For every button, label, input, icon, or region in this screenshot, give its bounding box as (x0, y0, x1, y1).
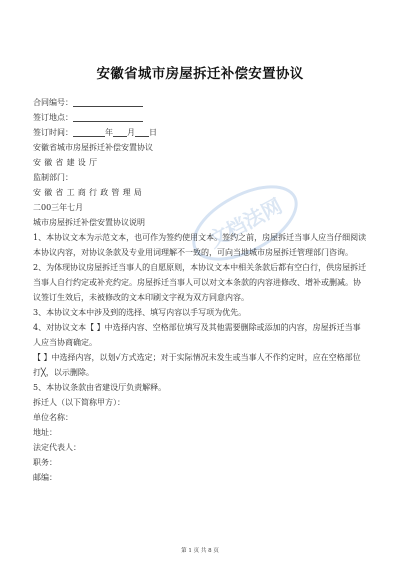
sign-day-field[interactable] (135, 127, 149, 137)
note-6: 5、本协议条款由省建设厅负责解释。 (33, 383, 167, 392)
sign-place-field[interactable] (73, 112, 143, 122)
sign-month-field[interactable] (113, 127, 127, 137)
postcode-label: 邮编： (33, 473, 57, 482)
sign-time-label: 签订时间： (33, 128, 73, 137)
note-3: 3、本协议文本中涉及到的选择、填写内容以手写项为优先。 (33, 308, 247, 317)
bureau: 安徽省工商行政管理局 (33, 188, 145, 197)
contract-no-row (33, 95, 368, 110)
subtitle: 安徽省城市房屋拆迁补偿安置协议 (33, 143, 153, 152)
sign-year-field[interactable] (73, 127, 105, 137)
note-4: 4、对协议文本【 】中选择内容、空格部位填写及其他需要删除或添加的内容，房屋拆迁当事人应当协商确定。 (33, 323, 361, 347)
supervisor-label: 监制部门： (33, 173, 73, 182)
date-line: 二00三年七月 (33, 203, 84, 212)
note-5: 【 】中选择内容，以划√方式选定；对于实际情况未发生或当事人不作约定时，应在空格部位打╳，以示删除。 (33, 353, 361, 377)
sign-place-label: 签订地点： (33, 113, 73, 122)
contract-no-field[interactable] (73, 97, 143, 107)
unit-name-label: 单位名称： (33, 413, 73, 422)
position-label: 职务： (33, 458, 57, 467)
sign-day-suffix: 日 (149, 128, 157, 137)
department: 安徽省建设厅 (33, 158, 101, 167)
contract-no-label: 合同编号： (33, 98, 73, 107)
address-label: 地址： (33, 428, 57, 437)
note-1: 1、本协议文本为示范文本，也可作为签约使用文本。签约之前，房屋拆迁当事人应当仔细阅读本协议内容，对协议条款及专业用词理解不一致的，可向当地城市房屋拆迁管理部门咨询。 (33, 233, 367, 257)
document-body (33, 95, 368, 485)
page-footer: 第 1 页 共 8 页 (181, 548, 219, 554)
notes-title: 城市房屋拆迁补偿安置协议说明 (33, 218, 145, 227)
sign-time-row (33, 125, 368, 140)
sign-year-suffix: 年 (105, 128, 113, 137)
party-a-label: 拆迁人（以下简称甲方）： (33, 398, 125, 407)
document-title: 安徽省城市房屋拆迁补偿安置协议 (96, 66, 304, 82)
watermark-text: 文档法网 (204, 193, 286, 253)
note-2: 2、为体现协议房屋拆迁当事人的自愿原则，本协议文本中相关条款后都有空白行，供房屋拆迁当事人自行约定或补充约定。房屋拆迁当事人可以对文本条款的内容进修改、增补或删减。协议签订生效后，未被修改的文本印刷文字视为双方同意内容。 (33, 263, 367, 302)
sign-month-suffix: 月 (127, 128, 135, 137)
legal-rep-label: 法定代表人： (33, 443, 81, 452)
sign-place-row (33, 110, 368, 125)
